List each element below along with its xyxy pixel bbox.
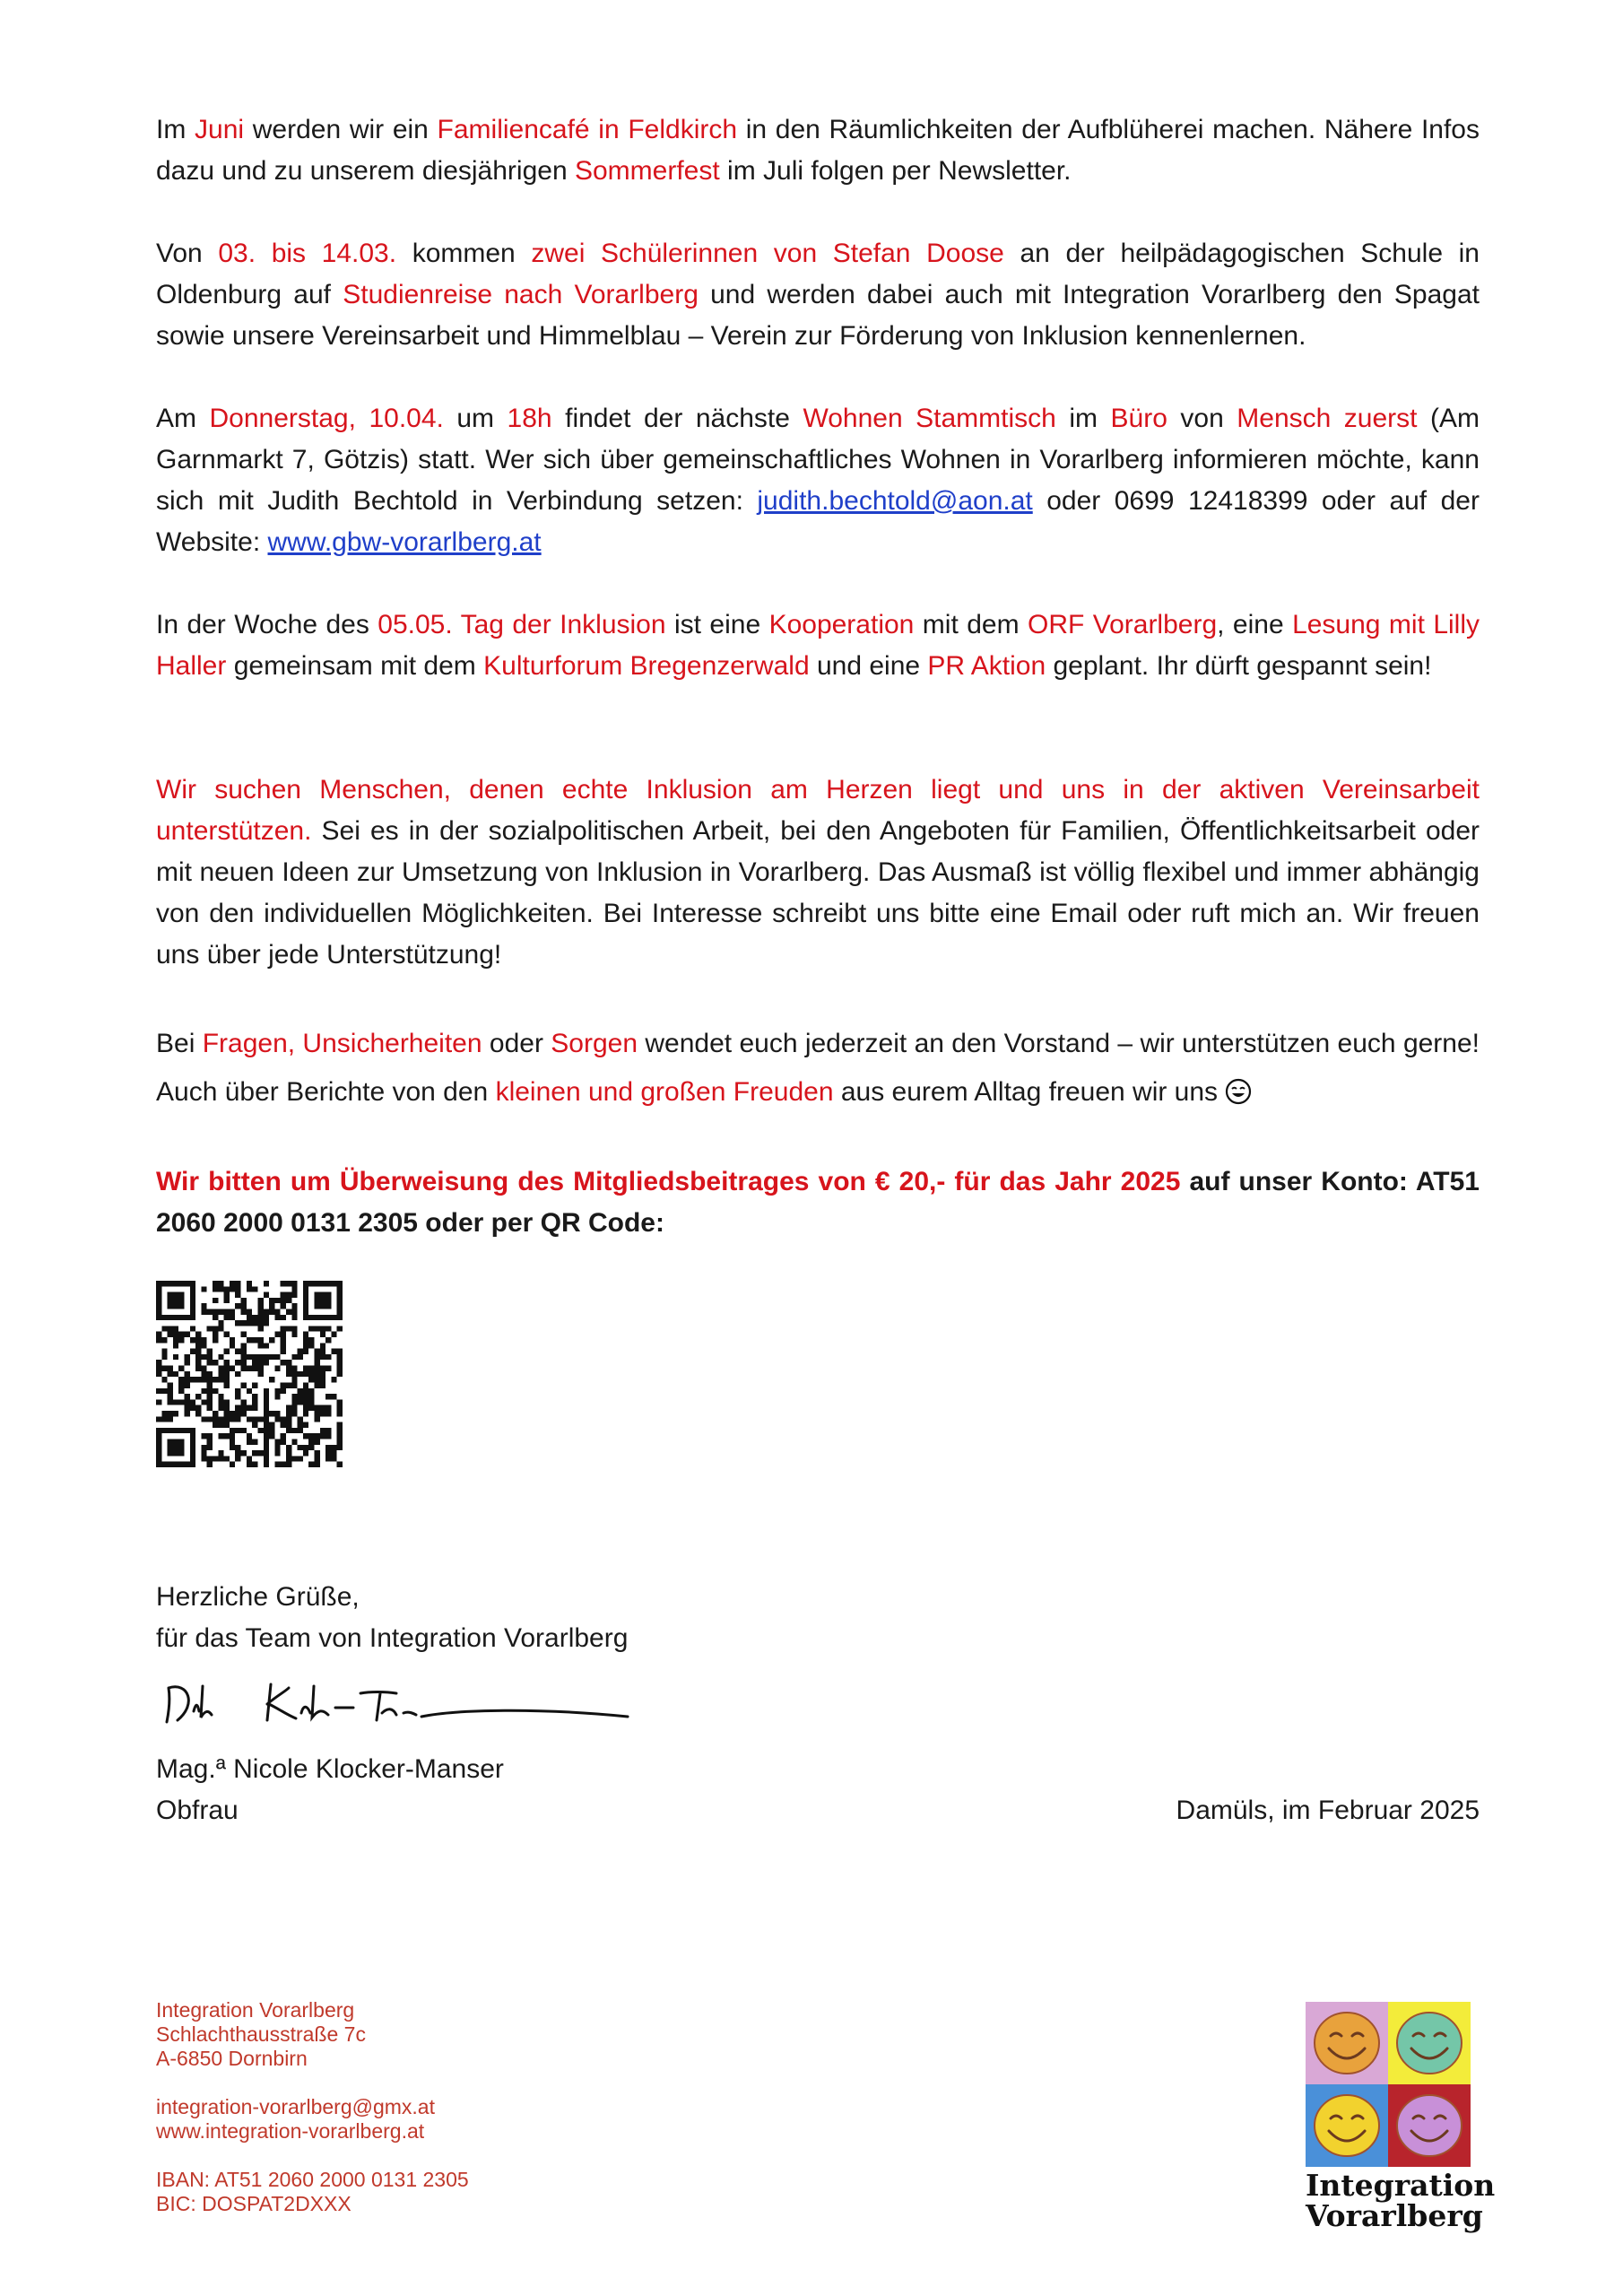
paragraph-familiencafe [156,109,1480,192]
highlighted-text: ORF Vorarlberg [1027,610,1218,639]
footer-org: Integration Vorarlberg [156,1998,355,2022]
signer-name: Mag.ª Nicole Klocker-Manser [156,1754,504,1784]
integration-vorarlberg-logo [1306,2002,1496,2233]
text-run: und werden dabei auch mit Integration Vorarlberg den Spagat sowie unsere Vereinsarbeit und Himmelblau – Verein zur Förderung von Inklusion kennenlernen. [156,280,1480,351]
highlighted-text: Wir suchen Menschen, denen echte Inklusion am Herzen liegt und uns in der aktiven Vereinsarbeit unterstützen. [156,775,1480,846]
highlighted-text: Mensch zuerst [1237,404,1418,433]
text-run: oder 0699 12418399 oder auf der Website: [156,486,1480,557]
text-run: oder [482,1029,551,1058]
paragraph-volunteer-call [156,770,1480,976]
text-run: werden wir ein [244,115,438,144]
text-run: Bei [156,1029,203,1058]
highlighted-text: Donnerstag, 10.04. [209,404,444,433]
highlighted-text: 03. bis 14.03. [218,239,397,268]
highlighted-text: Büro [1110,404,1167,433]
text-run: und eine [809,651,928,681]
footer-website-link[interactable]: www.integration-vorarlberg.at [156,2119,425,2143]
logo-name-line1: Integration [1306,2168,1496,2203]
smiley-face-icon [1388,2084,1471,2167]
footer-city: A-6850 Dornbirn [156,2047,308,2070]
text-run: aus eurem Alltag freuen wir uns [833,1077,1226,1107]
text-run: ist eine [665,610,769,639]
highlighted-text: Juni [195,115,245,144]
logo-name-line2: Vorarlberg [1306,2198,1483,2233]
closing-greeting: Herzliche Grüße, [156,1582,360,1612]
text-run: wendet euch jederzeit an den Vorstand – wir unterstützen euch gerne! Auch über Berichte von den [156,1029,1480,1107]
footer-email-link[interactable]: integration-vorarlberg@gmx.at [156,2095,435,2118]
text-run: von [1167,404,1237,433]
signer-role: Obfrau [156,1796,239,1825]
text-run: (Am Garnmarkt 7, Götzis) statt. Wer sich über gemeinschaftliches Wohnen in Vorarlberg informieren möchte, kann sich mit Judith Bechtold in Verbindung setzen: [156,404,1480,516]
highlighted-text: Wir bitten um Überweisung des Mitgliedsbeitrages von € 20,- für das Jahr 2025 [156,1167,1181,1196]
qr-code-icon [156,1281,343,1467]
footer-address [156,1998,469,2216]
signer-block [156,1749,504,1831]
logo-tile-br [1388,2084,1471,2167]
logo-tile-bl [1306,2084,1388,2167]
smiley-face-icon [1306,2084,1388,2167]
text-run: kommen [396,239,532,268]
logo-tile-tr [1388,2002,1471,2084]
paragraph-wohnen-stammtisch [156,398,1480,563]
highlighted-text: Kooperation [768,610,915,639]
smiley-face-icon [1388,2002,1471,2084]
text-run: Sei es in der sozialpolitischen Arbeit, bei den Angeboten für Familien, Öffentlichkeitsarbeit oder mit neuen Ideen zur Umsetzung von Inklusion in Vorarlberg. Das Ausmaß ist völlig flexibel und immer abhängig von den individuellen Möglichkeiten. Bei Interesse schreibt uns bitte eine Email oder ruft mich an. Wir freuen uns über jede Unterstützung! [156,816,1480,970]
place-date: Damüls, im Februar 2025 [1176,1796,1480,1825]
paragraph-tag-der-inklusion [156,604,1480,687]
paragraph-studienreise [156,233,1480,357]
highlighted-text: Lesung mit Lilly Haller [156,610,1480,681]
inline-link[interactable]: www.gbw-vorarlberg.at [267,527,542,557]
highlighted-text: Studienreise nach Vorarlberg [343,280,699,309]
text-run: mit dem [914,610,1028,639]
text-run: an der heilpädagogischen Schule in Oldenburg auf [156,239,1480,309]
inline-link[interactable]: judith.bechtold@aon.at [757,486,1033,516]
logo-smiley-grid [1306,2002,1471,2167]
highlighted-text: PR Aktion [927,651,1046,681]
highlighted-text: Sommerfest [574,156,720,186]
text-run: im [1055,404,1111,433]
footer-street: Schlachthausstraße 7c [156,2022,366,2046]
paragraph-mitgliedsbeitrag [156,1161,1480,1244]
text-run: um [443,404,508,433]
text-run: in den Räumlichkeiten der Aufblüherei machen. Nähere Infos dazu und zu unserem diesjährigen [156,115,1480,186]
closing-block [156,1577,628,1659]
footer-iban: IBAN: AT51 2060 2000 0131 2305 [156,2168,469,2191]
logo-tile-tl [1306,2002,1388,2084]
text-run: geplant. Ihr dürft gespannt sein! [1046,651,1432,681]
footer-bic: BIC: DOSPAT2DXXX [156,2192,352,2215]
smiley-face-icon [1306,2002,1388,2084]
paragraph-fragen [156,1020,1480,1117]
handwritten-signature [161,1668,637,1731]
text-run: findet der nächste [551,404,803,433]
highlighted-text: Sorgen [551,1029,638,1058]
text-run: , eine [1217,610,1293,639]
text-run: gemeinsam mit dem [226,651,484,681]
text-run: Von [156,239,219,268]
highlighted-text: auf unser Konto: AT51 2060 2000 0131 2305 oder per QR Code: [156,1167,1480,1238]
highlighted-text: kleinen und großen Freuden [495,1077,834,1107]
highlighted-text: Familiencafé in Feldkirch [437,115,738,144]
logo-name [1306,2168,1496,2233]
highlighted-text: Wohnen Stammtisch [803,404,1056,433]
text-run: Im [156,115,195,144]
highlighted-text: 18h [507,404,552,433]
highlighted-text: Kulturforum Bregenzerwald [483,651,810,681]
closing-team: für das Team von Integration Vorarlberg [156,1623,629,1653]
highlighted-text: zwei Schülerinnen von Stefan Doose [531,239,1004,268]
paragraph-fragen-text [156,1029,1480,1107]
text-run: Am [156,404,210,433]
highlighted-text: 05.05. Tag der Inklusion [378,610,666,639]
text-run: In der Woche des [156,610,378,639]
highlighted-text: Fragen, Unsicherheiten [202,1029,482,1058]
text-run: im Juli folgen per Newsletter. [719,156,1072,186]
smiley-icon [1225,1078,1252,1105]
